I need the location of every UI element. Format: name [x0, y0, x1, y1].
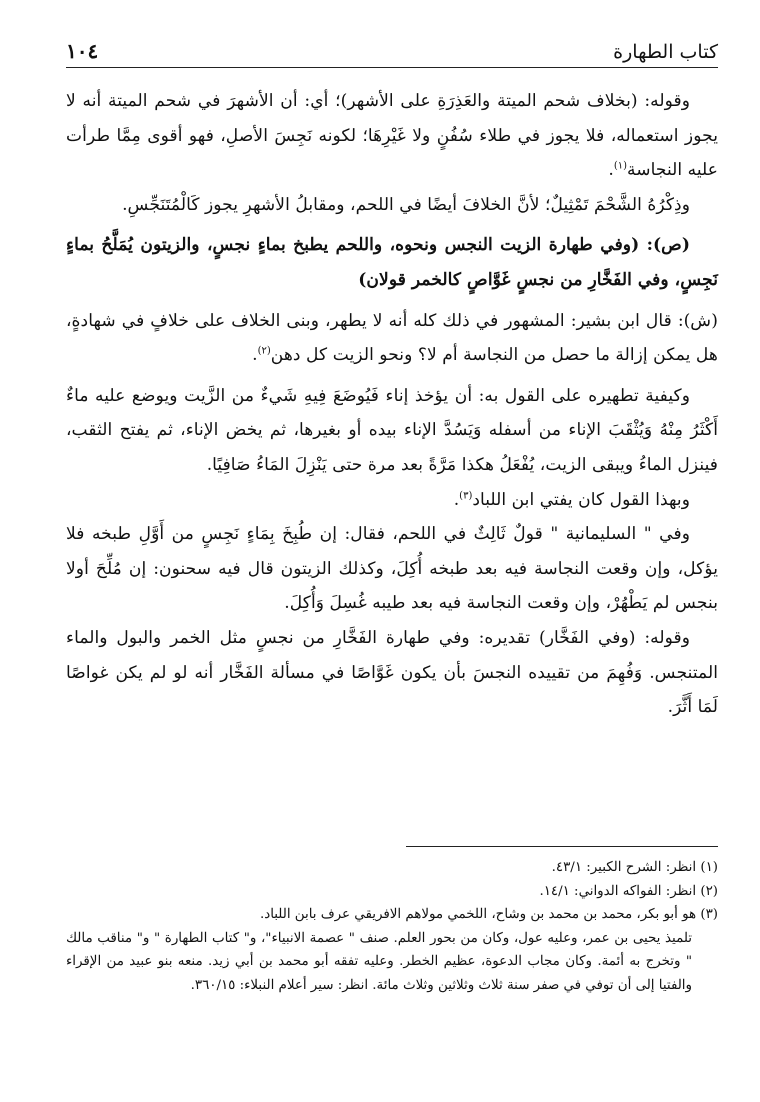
running-header	[66, 34, 718, 68]
paragraph-text: (ش): قال ابن بشير: المشهور في ذلك كله أنه لا يطهر، وبنى الخلاف على خلافٍ في شهادةٍ، هل يمكن إزالة ما حصل من النجاسة أم لا؟ ونحو الزيت كل دهن	[66, 310, 718, 366]
paragraph-end: .	[252, 345, 258, 366]
footnote-ref-3: (٣)	[459, 489, 473, 501]
paragraph-text: وقوله: (بخلاف شحم الميتة والعَذِرَةِ على الأشهر)؛ أي: أن الأشهرَ في شحم الميتة أنه لا يجوز استعماله، فلا يجوز في طلاء سُفُنٍ ولا غَيْرِهَا؛ لكونه نَجِسَ الأصلِ، فهو أقوى مِمَّا طرأت عليه النجاسة	[66, 91, 718, 181]
paragraph-1	[66, 84, 718, 188]
paragraph-sulaymaniyya: وفي " السليمانية " قولٌ ثَالِثٌ في اللحم، فقال: إن طُبِخَ بِمَاءٍ نَجِسٍ من أَوَّلِ طبخه فلا يؤكل، وإن وقعت النجاسة فيه بعد طبخه أُكِلَ، وكذلك الزيتون قال فيه سحنون: إن مُلِّحَ أولا بنجس لم يَطْهُرْ، وإن وقعت النجاسة فيه بعد طيبه غُسِلَ وَأُكِلَ.	[66, 524, 718, 614]
paragraph-method: وكيفية تطهيره على القول به: أن يؤخذ إناء فَيُوضَعَ فِيهِ شَيءٌ من الزَّيت ويوضع عليه ماءٌ أَكْثَرُ مِنْهُ وَيُثْقَبَ الإناء من أسفله وَيَسُدَّ الإناء بيده أو بغيرها، ثم يخض الإناء، ثم يفتح الثقب، فينزل الماءُ ويبقى الزيت، يُفْعَلُ هكذا مَرَّةً بعد مرة حتى يَنْزِلَ المَاءُ صَافِيًا.	[66, 385, 718, 475]
footnote-ref-2: (٢)	[257, 345, 271, 357]
footnote-3-continued: تلميذ يحيى بن عمر، وعليه عول، وكان من بحور العلم. صنف " عصمة الانبياء"، و" كتاب الطهارة " و" مناقب مالك " وتخرج به أئمة. وكان مجاب الدعوة، عظيم الخطر. وعليه تفقه أبو محمد بن أبي زيد. منعه بنو عبيد من الإقراء والفتيا إلى أن توفي في صفر سنة ثلاث وثلاثين وثلاث مائة. انظر: سير أعلام النبلاء: ٣٦٠/١٥.	[66, 930, 692, 993]
paragraph-ibn-allabbad	[66, 483, 718, 518]
footnote-ref-1: (١)	[613, 160, 628, 172]
sharh-paragraph	[66, 304, 718, 373]
paragraph-text: وبهذا القول كان يفتي ابن اللباد	[472, 489, 690, 510]
paragraph-fakhkhar: وقوله: (وفي الفَخَّار) تقديره: وفي طهارة الفَخَّارِ من نجسٍ مثل الخمر والبول والماء المتنجس. وَفُهِمَ من تقييده النجسَ بأن يكون غَوَّاصًا في مسألة الفَخَّار أنه لو لم يكن غواصًا لَمَا أَثَّرَ.	[66, 627, 718, 718]
paragraph-end: .	[453, 489, 460, 510]
paragraph-end: .	[608, 160, 614, 181]
footnote-3: (٣) هو أبو بكر، محمد بن محمد بن وشاح، اللخمي مولاهم الافريقي عرف بابن اللباد.	[259, 907, 718, 923]
footnote-2: (٢) انظر: الفواكه الدواني: ١٤/١.	[539, 883, 718, 899]
footnote-separator	[406, 846, 718, 847]
footnotes	[66, 856, 718, 998]
paragraph-2: وذِكْرُهُ الشَّحْمَ تَمْثِيلٌ؛ لأنَّ الخلافَ أيضًا في اللحم، ومقابلُ الأشهرِ يجوز كَالْمُتَنَجِّسِ.	[122, 194, 690, 215]
footnote-1: (١) انظر: الشرح الكبير: ٤٣/١.	[551, 860, 718, 875]
main-text	[66, 84, 718, 725]
matn-quote: (ص): (وفي طهارة الزيت النجس ونحوه، واللحم يطبخ بماءٍ نجسٍ، والزيتون يُمَلَّحُ بماءٍ نَجِسٍ، وفي الفَخَّارِ من نجسٍ غَوَّاصٍ كالخمر قولان)	[66, 235, 718, 290]
page-number: ١٠٤	[66, 39, 99, 63]
chapter-title: كتاب الطهارة	[613, 41, 718, 63]
